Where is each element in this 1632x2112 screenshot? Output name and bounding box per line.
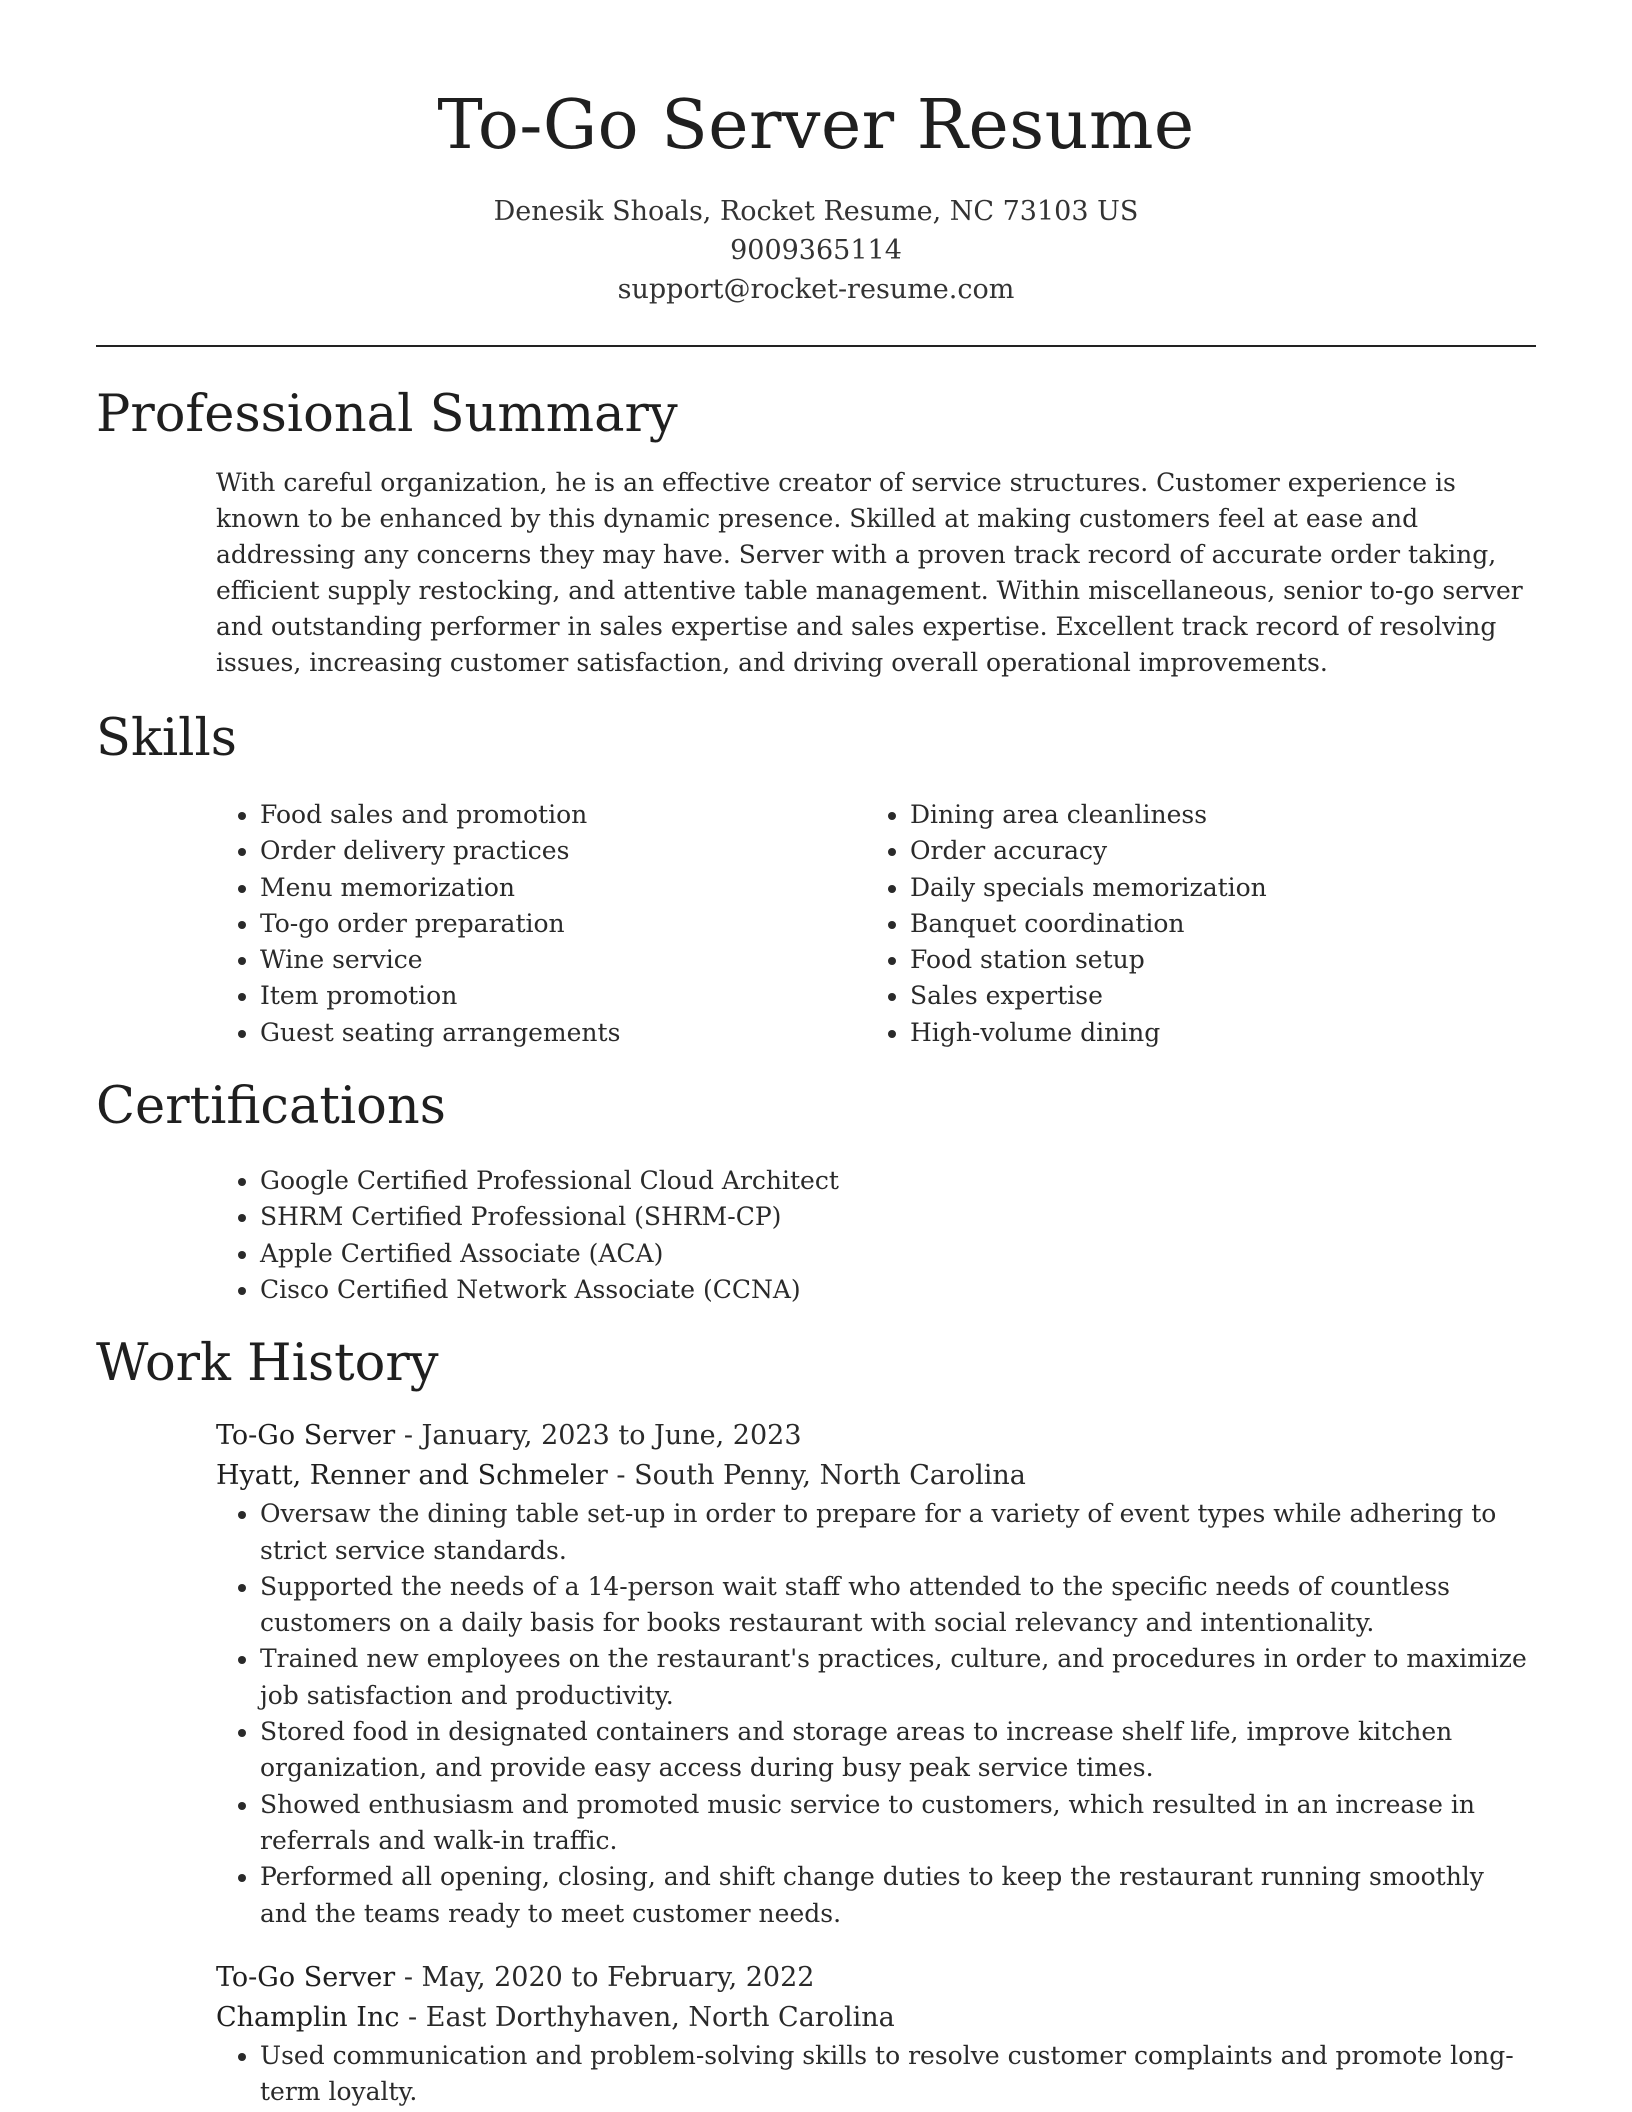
contact-block	[96, 192, 1536, 309]
job-title: To-Go Server	[216, 1961, 396, 1993]
resume-title: To-Go Server Resume	[437, 86, 1195, 165]
job-company: Champlin Inc	[216, 2001, 400, 2033]
job-bullet: • Oversaw the dining table set-up in order to prepare for a variety of event types while adhering to strict service standards.	[260, 1496, 1536, 1569]
skill-item: • Wine service	[260, 942, 866, 978]
header-divider	[96, 345, 1536, 347]
job-title: To-Go Server	[216, 1420, 396, 1452]
skill-item: • Order accuracy	[910, 833, 1516, 869]
summary-heading: Professional Summary	[96, 385, 678, 444]
skills-column-left	[216, 797, 866, 1051]
job-bullets	[216, 1496, 1536, 1932]
skill-item: • Food sales and promotion	[260, 797, 866, 833]
job-bullet: • Used communication and problem-solving skills to resolve customer complaints and promote long-term loyalty.	[260, 2038, 1536, 2111]
job-separator: -	[403, 1420, 422, 1452]
summary-text: With careful organization, he is an effective creator of service structures. Customer experience is known to be enhanced by this dynamic presence. Skilled at making customers feel at ease and addressing any concerns they may have. Server with a proven track record of accurate order taking, efficient supply restocking, and attentive table management. Within miscellaneous, senior to-go server and outstanding performer in sales expertise and sales expertise. Excellent track record of resolving issues, increasing customer satisfaction, and driving overall operational improvements.	[216, 468, 1523, 677]
skill-item: • Item promotion	[260, 978, 866, 1014]
job-company-line	[216, 1998, 1536, 2038]
skill-item: • Order delivery practices	[260, 833, 866, 869]
job-company-line	[216, 1456, 1536, 1496]
job-entry	[216, 1958, 1536, 2111]
skill-item: • Guest seating arrangements	[260, 1015, 866, 1051]
job-separator: -	[403, 1961, 422, 1993]
job-entry	[216, 1416, 1536, 1932]
job-dates: January, 2023 to June, 2023	[421, 1420, 802, 1452]
skills-grid	[216, 797, 1536, 1051]
skills-heading: Skills	[96, 709, 237, 768]
contact-address: Denesik Shoals, Rocket Resume, NC 73103 US	[493, 196, 1139, 227]
certification-item: • Cisco Certified Network Associate (CCNA)	[260, 1272, 1536, 1308]
skill-item: • Sales expertise	[910, 978, 1516, 1014]
skill-item: • Banquet coordination	[910, 906, 1516, 942]
job-title-line	[216, 1958, 1536, 1998]
work-history-heading: Work History	[96, 1334, 439, 1394]
job-title-line	[216, 1416, 1536, 1456]
skill-item: • Food station setup	[910, 942, 1516, 978]
job-location: South Penny, North Carolina	[634, 1460, 1026, 1492]
resume-page	[96, 0, 1536, 2110]
contact-email: support@rocket-resume.com	[617, 274, 1015, 305]
contact-phone: 9009365114	[730, 235, 902, 266]
job-bullet: • Trained new employees on the restaurant's practices, culture, and procedures in order to maximize job satisfaction and productivity.	[260, 1641, 1536, 1714]
job-bullet: • Stored food in designated containers and storage areas to increase shelf life, improve kitchen organization, and provide easy access during busy peak service times.	[260, 1714, 1536, 1787]
job-company: Hyatt, Renner and Schmeler	[216, 1460, 608, 1492]
skill-item: • Menu memorization	[260, 870, 866, 906]
certification-item: • Apple Certified Associate (ACA)	[260, 1236, 1536, 1272]
job-bullet: • Supported the needs of a 14-person wait staff who attended to the specific needs of countless customers on a daily basis for books restaurant with social relevancy and intentionality.	[260, 1569, 1536, 1642]
job-separator: -	[408, 2001, 426, 2033]
skill-item: • Dining area cleanliness	[910, 797, 1516, 833]
job-bullet: • Showed enthusiasm and promoted music service to customers, which resulted in an increase in referrals and walk-in traffic.	[260, 1787, 1536, 1860]
certification-item: • Google Certified Professional Cloud Architect	[260, 1163, 1536, 1199]
job-separator: -	[616, 1460, 635, 1492]
skill-item: • High-volume dining	[910, 1015, 1516, 1051]
skill-item: • To-go order preparation	[260, 906, 866, 942]
job-location: East Dorthyhaven, North Carolina	[425, 2001, 895, 2033]
job-dates: May, 2020 to February, 2022	[421, 1961, 815, 1993]
certification-item: • SHRM Certified Professional (SHRM-CP)	[260, 1199, 1536, 1235]
skills-column-right	[866, 797, 1516, 1051]
job-bullets	[216, 2038, 1536, 2111]
job-bullet: • Performed all opening, closing, and shift change duties to keep the restaurant running smoothly and the teams ready to meet customer needs.	[260, 1859, 1536, 1932]
certifications-heading: Certifications	[96, 1077, 446, 1137]
certifications-list	[216, 1163, 1536, 1308]
skill-item: • Daily specials memorization	[910, 870, 1516, 906]
